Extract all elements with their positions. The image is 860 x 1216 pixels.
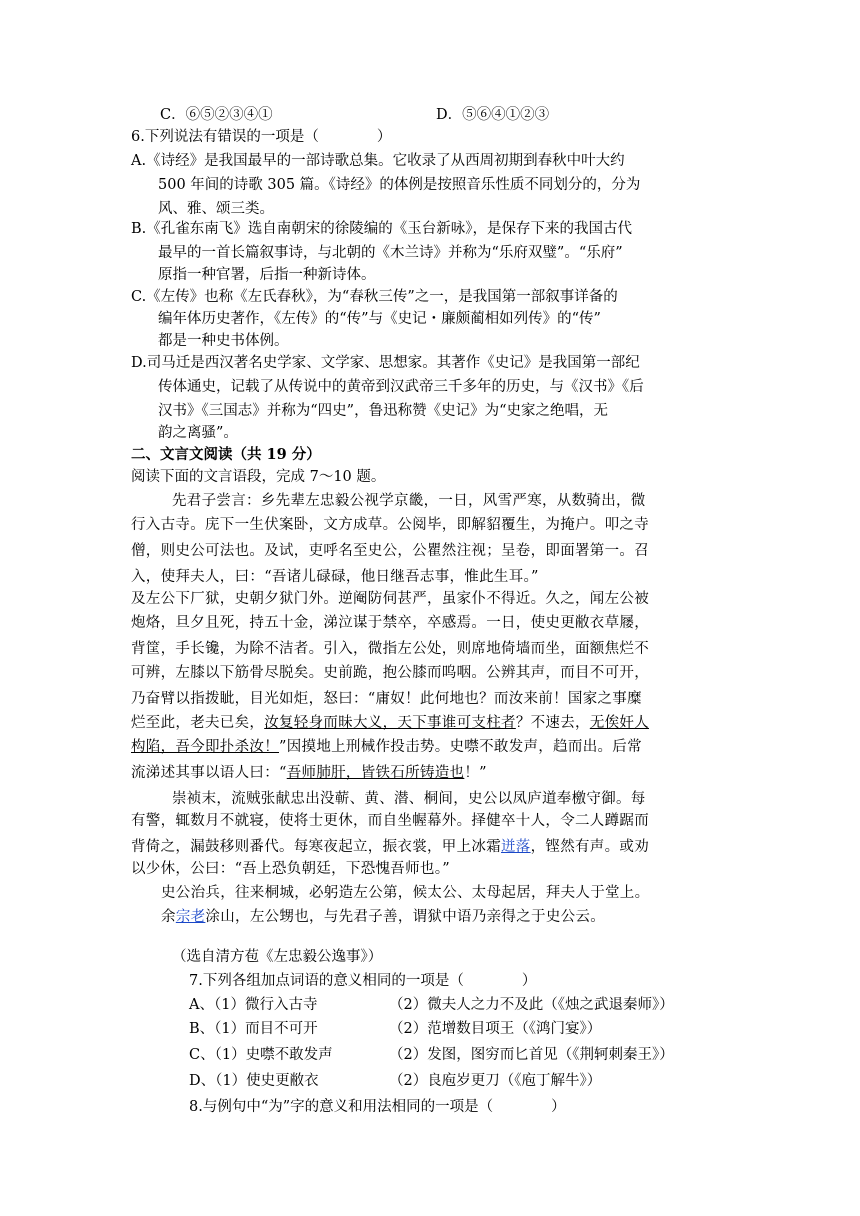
q7-option-c-1: C、（1）史噤不敢发声 <box>189 1047 333 1063</box>
passage-p2-line7-tail: ”因摸地上刑械作投击势。史噤不敢发声，趋而出。后常 <box>279 739 642 755</box>
passage-p3-line2: 有警，辄数月不就寝，使将士更休，而自坐幄幕外。择健卒十人，令二人蹲踞而 <box>131 813 649 829</box>
passage-p2-line6-head: 烂至此，老夫已矣， <box>131 715 265 731</box>
passage-source: （选自清方苞《左忠毅公逸事》） <box>172 949 383 965</box>
passage-p2-line4: 可辨，左膝以下筋骨尽脱矣。史前跪，抱公膝而呜咽。公辨其声，而目不可开， <box>131 665 649 681</box>
passage-p4-line1: 史公治兵，往来桐城，必躬造左公第，候太公、太母起居，拜夫人于堂上。 <box>161 885 650 901</box>
q7-stem: 7.下列各组加点词语的意义相同的一项是（ ） <box>189 973 537 989</box>
q6-option-c-line2: 编年体历史著作，《左传》的“传”与《史记・廉颇蔺相如列传》的“传” <box>158 311 601 327</box>
q6-option-a-line3: 风、雅、颂三类。 <box>158 201 274 217</box>
q6-stem: 6.下列说法有错误的一项是（ ） <box>131 129 392 145</box>
passage-p1-line1: 先君子尝言：乡先辈左忠毅公视学京畿，一日，风雪严寒，从数骑出，微 <box>172 493 646 509</box>
link-bengluo[interactable]: 迸落 <box>501 839 531 855</box>
passage-p3-line3 <box>131 836 649 858</box>
underlined-phrase-3: 吾师肺肝，皆铁石所铸造也 <box>286 765 465 781</box>
passage-p2-line6 <box>131 712 649 734</box>
passage-p3-line3-head: 背倚之，漏鼓移则番代。每寒夜起立，振衣裳，甲上冰霜 <box>131 839 501 855</box>
section-instruction: 阅读下面的文言语段，完成 7～10 题。 <box>131 469 386 485</box>
passage-p2-line8-tail: ！” <box>464 765 487 781</box>
underlined-phrase-2a: 无俟奸人 <box>589 715 650 731</box>
passage-p2-line1: 及左公下厂狱，史朝夕狱门外。逆阉防伺甚严，虽家仆不得近。久之，闻左公被 <box>131 591 649 607</box>
passage-p2-line2: 炮烙，旦夕且死，持五十金，涕泣谋于禁卒，卒感焉。一日，使史更敝衣草屦， <box>131 615 649 631</box>
underlined-phrase-1: 汝复轻身而昧大义，天下事谁可支柱者 <box>264 715 516 731</box>
q6-option-c-line3: 都是一种史书体例。 <box>158 333 289 349</box>
q6-option-d-line4: 韵之离骚”。 <box>158 425 238 441</box>
passage-p1-line2: 行入古寺。庑下一生伏案卧，文方成草。公阅毕，即解貂覆生，为掩户。叩之寺 <box>131 517 649 533</box>
q6-option-d-line3: 汉书》《三国志》并称为“四史”，鲁迅称赞《史记》为“史家之绝唱，无 <box>158 403 608 419</box>
underlined-phrase-2b: 构陷，吾今即扑杀汝！ <box>131 739 279 755</box>
q6-option-d-line1: D.司马迁是西汉著名史学家、文学家、思想家。其著作《史记》是我国第一部纪 <box>131 355 640 371</box>
q7-option-d-1: D、（1）使史更敝衣 <box>189 1073 319 1089</box>
passage-p4-line2-head: 余 <box>161 909 176 925</box>
q8-stem: 8.与例句中“为”字的意义和用法相同的一项是（ ） <box>189 1099 566 1115</box>
passage-p2-line7 <box>131 736 642 758</box>
q7-option-d-2: （2）良庖岁更刀（《庖丁解牛》） <box>389 1073 602 1089</box>
q6-option-c-line1: C.《左传》也称《左氏春秋》，为“春秋三传”之一，是我国第一部叙事详备的 <box>131 289 618 305</box>
passage-p2-line5: 乃奋臂以指拨眦，目光如炬，怒曰：“庸奴！此何地也？而汝来前！国家之事糜 <box>131 691 642 707</box>
q6-option-d-line2: 传体通史，记载了从传说中的黄帝到汉武帝三千多年的历史，与《汉书》《后 <box>158 379 644 395</box>
passage-p1-line3: 僧，则史公可法也。及试，吏呼名至史公，公瞿然注视；呈卷，即面署第一。召 <box>131 543 649 559</box>
q6-option-b-line3: 原指一种官署，后指一种新诗体。 <box>158 267 376 283</box>
q5-option-c: C．⑥⑤②③④① <box>160 107 273 123</box>
passage-p3-line1: 崇祯末，流贼张献忠出没蕲、黄、潜、桐间，史公以凤庐道奉檄守御。每 <box>172 791 646 807</box>
q7-option-a-1: A、（1）微行入古寺 <box>189 997 318 1013</box>
passage-p2-line6-mid: ？不速去， <box>515 715 590 731</box>
passage-p4-line2 <box>161 906 605 928</box>
q6-option-b-line1: B.《孔雀东南飞》选自南朝宋的徐陵编的《玉台新咏》，是保存下来的我国古代 <box>131 221 633 237</box>
q7-option-b-2: （2）范增数目项王（《鸿门宴》） <box>389 1021 602 1037</box>
link-zonglao[interactable]: 宗老 <box>175 909 206 925</box>
passage-p3-line3-tail: ，铿然有声。或劝 <box>530 839 650 855</box>
passage-p2-line8 <box>131 762 487 784</box>
q6-option-a-line2: 500 年间的诗歌 305 篇。《诗经》的体例是按照音乐性质不同划分的，分为 <box>158 177 641 193</box>
passage-p2-line8-head: 流涕述其事以语人曰：“ <box>131 765 287 781</box>
q7-option-b-1: B、（1）而目不可开 <box>189 1021 318 1037</box>
q5-option-d: D．⑤⑥④①②③ <box>436 107 550 123</box>
q6-option-b-line2: 最早的一首长篇叙事诗，与北朝的《木兰诗》并称为“乐府双璧”。“乐府” <box>158 245 623 261</box>
passage-p1-line4: 入，使拜夫人，曰：“吾诸儿碌碌，他日继吾志事，惟此生耳。” <box>131 569 539 585</box>
passage-p3-line4: 以少休，公曰：“吾上恐负朝廷，下恐愧吾师也。” <box>131 861 450 877</box>
passage-p2-line3: 背筐，手长镵，为除不洁者。引入，微指左公处，则席地倚墙而坐，面额焦烂不 <box>131 641 649 657</box>
section-heading: 二、文言文阅读（共 19 分） <box>131 446 321 463</box>
q7-option-c-2: （2）发图，图穷而匕首见（《荆轲刺秦王》） <box>389 1047 674 1063</box>
passage-p4-line2-tail: 涂山，左公甥也，与先君子善，谓狱中语乃亲得之于史公云。 <box>205 909 606 925</box>
q6-option-a-line1: A.《诗经》是我国最早的一部诗歌总集。它收录了从西周初期到春秋中叶大约 <box>131 153 625 169</box>
q7-option-a-2: （2）微夫人之力不及此（《烛之武退秦师》） <box>389 997 674 1013</box>
